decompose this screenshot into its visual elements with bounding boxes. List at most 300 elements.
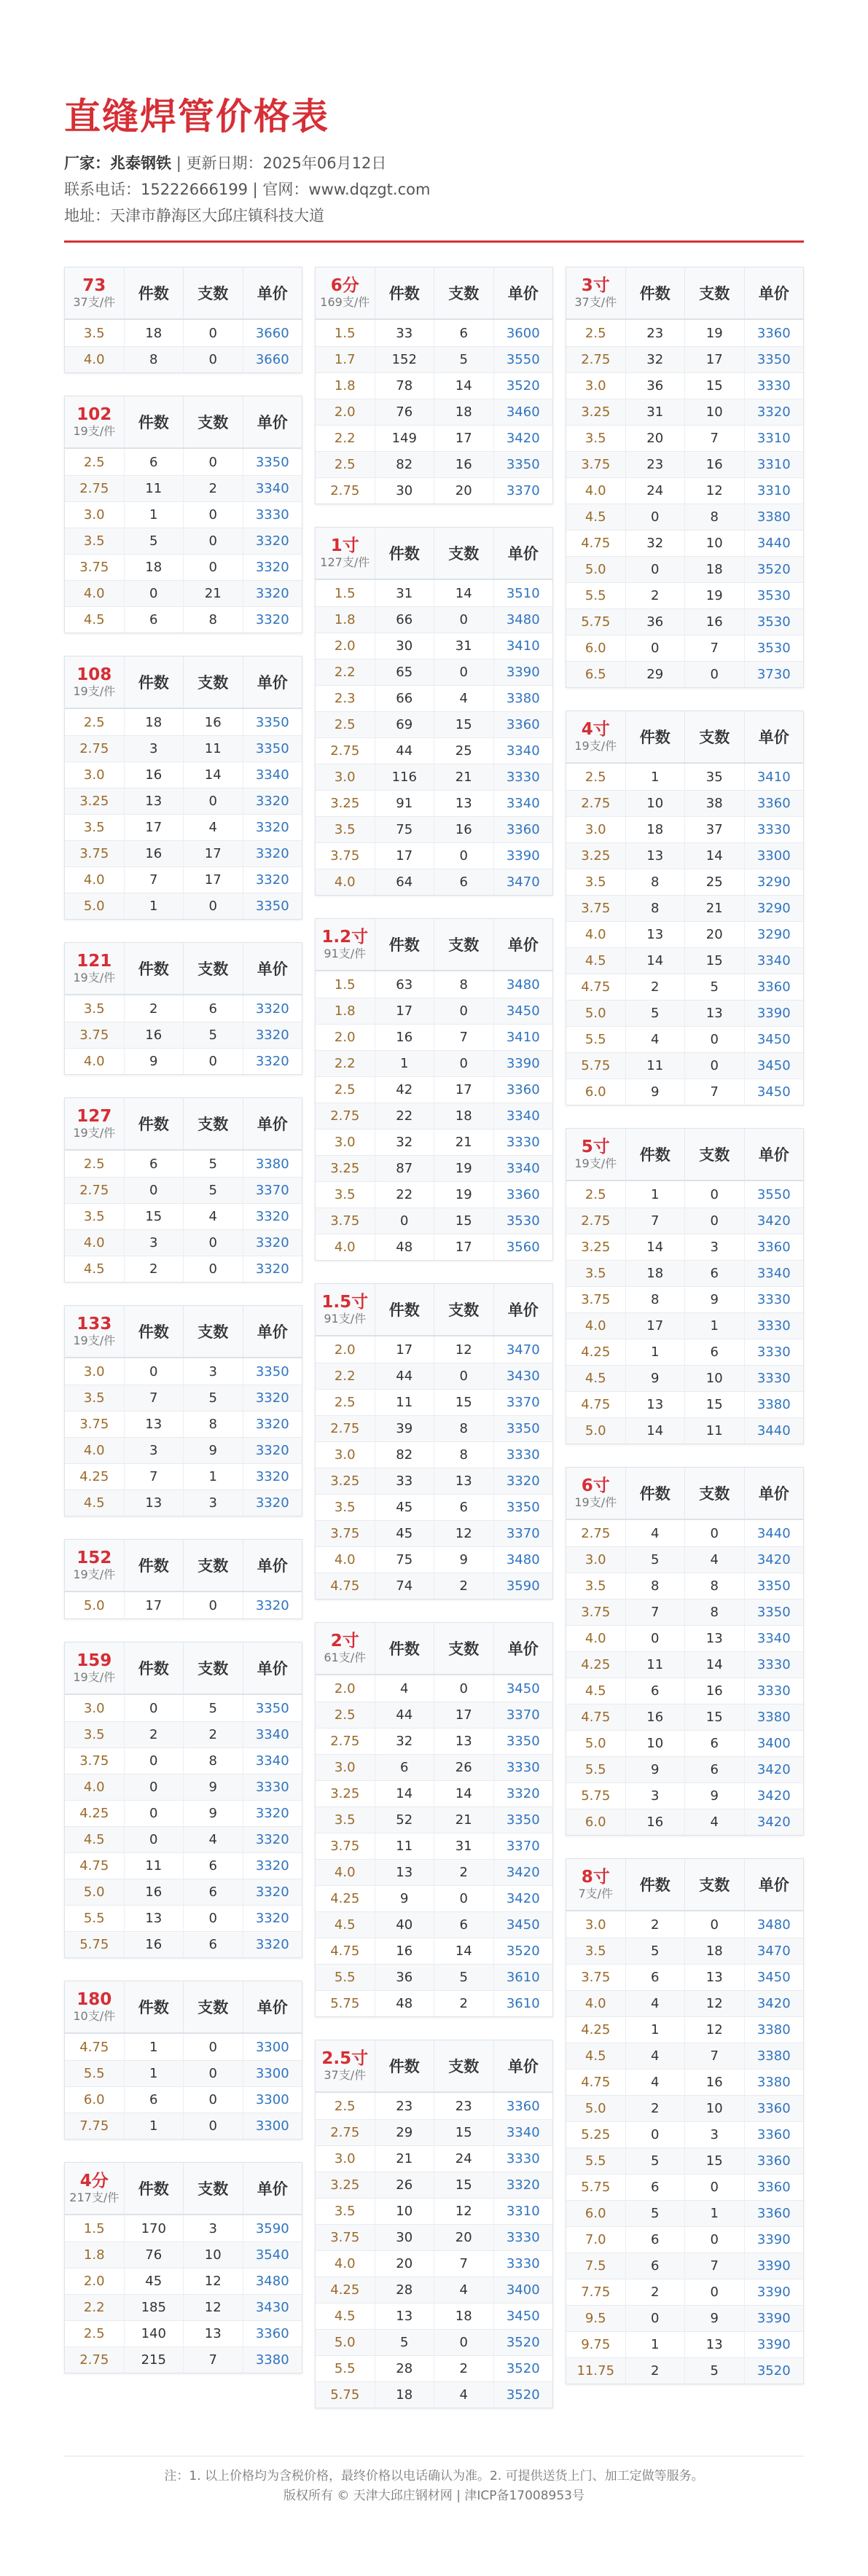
thickness-cell: 4.0 xyxy=(83,1443,105,1458)
thickness-cell: 2.75 xyxy=(330,1108,360,1124)
table-row xyxy=(65,1879,302,1905)
table-row xyxy=(566,1391,803,1417)
pieces-cell: 66 xyxy=(375,686,434,711)
bundles-cell: 16 xyxy=(684,452,744,477)
table-row xyxy=(316,659,552,685)
bundles-cell: 0 xyxy=(684,2227,744,2252)
pieces-cell: 48 xyxy=(375,1234,434,1260)
table-body xyxy=(566,1520,803,1835)
thickness-cell: 5.5 xyxy=(584,1032,606,1047)
table-row xyxy=(316,1911,552,1938)
thickness-cell: 9.5 xyxy=(584,2311,606,2326)
bundles-cell: 14 xyxy=(183,762,243,788)
bundles-cell: 10 xyxy=(183,2242,243,2268)
spec-header-cell xyxy=(65,2163,124,2214)
thickness-cell: 5.0 xyxy=(334,2335,356,2350)
table-row xyxy=(566,1052,803,1078)
pieces-cell: 22 xyxy=(375,1182,434,1207)
thickness-cell: 5.5 xyxy=(584,588,606,603)
pieces-cell: 65 xyxy=(375,659,434,685)
table-row xyxy=(65,1905,302,1931)
pieces-cell: 5 xyxy=(625,2201,685,2226)
pieces-cell: 16 xyxy=(625,1704,685,1730)
table-row xyxy=(566,1651,803,1677)
bundles-cell: 1 xyxy=(684,1313,744,1339)
pieces-cell: 5 xyxy=(625,1001,685,1026)
pieces-cell: 16 xyxy=(375,1938,434,1964)
pieces-cell: 3 xyxy=(124,1230,184,1256)
spec-table xyxy=(315,918,553,1261)
thickness-cell: 5.75 xyxy=(581,1058,611,1073)
thickness-cell: 3.5 xyxy=(584,1943,606,1959)
bundles-cell: 10 xyxy=(684,2096,744,2121)
price-cell: 3330 xyxy=(744,817,804,842)
thickness-cell: 1.8 xyxy=(83,2247,105,2263)
thickness-cell: 3.75 xyxy=(330,848,360,864)
pieces-cell: 2 xyxy=(625,2358,685,2384)
table-header xyxy=(65,267,302,320)
table-header xyxy=(566,267,803,320)
pieces-cell: 1 xyxy=(625,1339,685,1365)
pieces-cell: 13 xyxy=(625,1392,685,1417)
spec-name: 1寸 xyxy=(330,536,359,555)
price-cell: 3420 xyxy=(744,1547,804,1573)
spec-per-bundle: 91支/件 xyxy=(324,947,367,960)
pieces-cell: 7 xyxy=(124,867,184,893)
pieces-cell: 6 xyxy=(625,1965,685,1990)
pieces-cell: 33 xyxy=(375,320,434,346)
spec-table xyxy=(315,267,553,504)
pieces-cell: 18 xyxy=(124,320,184,346)
thickness-cell: 2.75 xyxy=(581,1213,611,1229)
pieces-cell: 0 xyxy=(124,1801,184,1826)
pieces-cell: 17 xyxy=(375,1336,434,1363)
pieces-cell: 15 xyxy=(124,1204,184,1229)
table-row xyxy=(566,582,803,608)
thickness-cell: 4.75 xyxy=(581,1397,611,1412)
table-row xyxy=(316,1155,552,1181)
thickness-cell: 3.75 xyxy=(79,1753,109,1769)
thickness-cell: 4.75 xyxy=(79,2039,109,2055)
table-row xyxy=(566,764,803,790)
thickness-cell: 2.5 xyxy=(83,2326,105,2341)
table-row xyxy=(65,1463,302,1489)
pieces-cell: 20 xyxy=(625,426,685,451)
bundles-cell: 7 xyxy=(434,2251,493,2276)
bundles-cell: 0 xyxy=(183,893,243,919)
price-cell: 3370 xyxy=(243,1178,302,1203)
thickness-cell: 2.5 xyxy=(334,1395,356,1410)
pieces-cell: 4 xyxy=(625,1991,685,2016)
pieces-cell: 6 xyxy=(625,2253,685,2279)
table-body xyxy=(65,1592,302,1618)
table-row xyxy=(316,1885,552,1911)
bundles-cell: 18 xyxy=(684,1938,744,1964)
table-body xyxy=(65,1151,302,1282)
bundles-cell: 4 xyxy=(434,2382,493,2408)
table-header xyxy=(65,657,302,709)
table-row xyxy=(566,1809,803,1835)
table-row xyxy=(566,869,803,895)
table-body xyxy=(316,2093,552,2408)
pieces-cell: 23 xyxy=(625,320,685,346)
header-price: 单价 xyxy=(744,1859,804,1910)
thickness-cell: 5.0 xyxy=(584,562,606,577)
table-row xyxy=(566,320,803,346)
pieces-cell: 40 xyxy=(375,1912,434,1938)
bundles-cell: 4 xyxy=(183,1204,243,1229)
spec-per-bundle: 37支/件 xyxy=(73,295,116,309)
thickness-cell: 2.75 xyxy=(79,1183,109,1198)
price-cell: 3380 xyxy=(744,2070,804,2095)
price-cell: 3320 xyxy=(243,607,302,633)
thickness-cell: 6.5 xyxy=(584,667,606,682)
table-row xyxy=(65,2215,302,2242)
table-row xyxy=(566,1417,803,1444)
header-divider xyxy=(64,240,804,243)
thickness-cell: 2.75 xyxy=(330,1421,360,1436)
spec-table xyxy=(566,1467,804,1836)
bundles-cell: 0 xyxy=(684,2279,744,2305)
pieces-cell: 7 xyxy=(124,1385,184,1411)
pieces-cell: 78 xyxy=(375,373,434,399)
thickness-cell: 11.75 xyxy=(576,2363,615,2379)
table-row xyxy=(566,2174,803,2200)
header-bundles: 支数 xyxy=(684,1129,744,1180)
header-pieces: 件数 xyxy=(124,267,184,318)
header-bundles: 支数 xyxy=(183,1981,243,2032)
price-cell: 3320 xyxy=(243,1801,302,1826)
table-row xyxy=(316,1389,552,1415)
footer-copyright: 版权所有 © 天津大邱庄钢材网 | 津ICP备17008953号 xyxy=(283,2489,584,2503)
price-cell: 3330 xyxy=(744,1366,804,1391)
bundles-cell: 0 xyxy=(684,1027,744,1052)
price-cell: 3380 xyxy=(243,2347,302,2373)
spec-name: 108 xyxy=(77,665,112,684)
price-cell: 3520 xyxy=(493,2382,553,2408)
table-row xyxy=(566,477,803,504)
bundles-cell: 6 xyxy=(434,320,493,346)
price-cell: 3420 xyxy=(744,1991,804,2016)
table-body xyxy=(65,709,302,919)
table-header xyxy=(65,396,302,449)
table-body xyxy=(65,1358,302,1516)
bundles-cell: 0 xyxy=(684,662,744,687)
bundles-cell: 9 xyxy=(183,1774,243,1800)
thickness-cell: 5.0 xyxy=(584,2101,606,2116)
thickness-cell: 2.75 xyxy=(79,481,109,496)
bundles-cell: 17 xyxy=(183,867,243,893)
column-left xyxy=(64,267,302,2396)
thickness-cell: 4.0 xyxy=(83,1780,105,1795)
price-cell: 3470 xyxy=(493,869,553,895)
bundles-cell: 12 xyxy=(684,1991,744,2016)
spec-name: 4寸 xyxy=(581,720,610,739)
table-row xyxy=(65,735,302,762)
table-row xyxy=(316,842,552,869)
thickness-cell: 4.0 xyxy=(334,1552,356,1567)
spec-header-cell xyxy=(65,1643,124,1694)
table-row xyxy=(566,1964,803,1990)
bundles-cell: 21 xyxy=(434,764,493,790)
table-row xyxy=(316,633,552,659)
header-pieces: 件数 xyxy=(375,919,434,970)
thickness-cell: 1.5 xyxy=(334,976,356,993)
thickness-cell: 2.75 xyxy=(79,2352,109,2368)
pieces-cell: 16 xyxy=(124,1932,184,1957)
pieces-cell: 8 xyxy=(625,1287,685,1312)
spec-header-cell xyxy=(65,267,124,318)
thickness-cell: 4.0 xyxy=(584,1318,606,1334)
bundles-cell: 16 xyxy=(684,1678,744,1704)
header-price: 单价 xyxy=(493,1284,553,1335)
bundles-cell: 5 xyxy=(183,1695,243,1721)
price-cell: 3360 xyxy=(744,2122,804,2148)
pieces-cell: 21 xyxy=(375,2146,434,2172)
price-cell: 3420 xyxy=(493,1860,553,1885)
pieces-cell: 13 xyxy=(625,843,685,869)
thickness-cell: 2.5 xyxy=(334,2098,356,2114)
table-row xyxy=(566,635,803,661)
thickness-cell: 2.75 xyxy=(581,352,611,367)
price-cell: 3470 xyxy=(744,1938,804,1964)
pieces-cell: 2 xyxy=(625,974,685,1000)
price-cell: 3350 xyxy=(493,1729,553,1754)
table-header xyxy=(566,1129,803,1181)
pieces-cell: 16 xyxy=(625,1809,685,1835)
table-row xyxy=(65,1774,302,1800)
spec-name: 2寸 xyxy=(330,1632,359,1651)
header-price: 单价 xyxy=(493,919,553,970)
table-row xyxy=(65,1852,302,1879)
thickness-cell: 4.0 xyxy=(334,1240,356,1255)
thickness-cell: 7.5 xyxy=(584,2258,606,2274)
pieces-cell: 9 xyxy=(625,1757,685,1782)
table-row xyxy=(65,1437,302,1463)
price-cell: 3610 xyxy=(493,1965,553,1990)
thickness-cell: 3.75 xyxy=(79,1417,109,1432)
table-body xyxy=(316,1336,552,1599)
bundles-cell: 23 xyxy=(434,2093,493,2119)
price-cell: 3480 xyxy=(744,1911,804,1938)
pieces-cell: 11 xyxy=(375,1833,434,1859)
pieces-cell: 11 xyxy=(124,476,184,501)
bundles-cell: 13 xyxy=(434,1468,493,1494)
thickness-cell: 3.75 xyxy=(581,457,611,472)
price-cell: 3380 xyxy=(744,1392,804,1417)
table-row xyxy=(566,2095,803,2121)
bundles-cell: 2 xyxy=(183,476,243,501)
table-row xyxy=(316,1129,552,1155)
spec-header-cell xyxy=(316,2040,375,2091)
vendor-label: 厂家： xyxy=(64,154,110,172)
thickness-cell: 2.5 xyxy=(584,325,606,341)
price-cell: 3520 xyxy=(744,557,804,582)
bundles-cell: 0 xyxy=(183,1906,243,1931)
price-cell: 3320 xyxy=(243,1049,302,1074)
bundles-cell: 21 xyxy=(684,896,744,921)
price-cell: 3360 xyxy=(744,320,804,346)
thickness-cell: 4.75 xyxy=(330,1943,360,1959)
thickness-cell: 4.5 xyxy=(584,1683,606,1699)
table-row xyxy=(566,974,803,1000)
price-cell: 3340 xyxy=(493,738,553,764)
thickness-cell: 2.75 xyxy=(330,483,360,498)
bundles-cell: 19 xyxy=(684,320,744,346)
bundles-cell: 12 xyxy=(434,1521,493,1546)
table-row xyxy=(316,1728,552,1754)
table-row xyxy=(316,346,552,372)
pieces-cell: 13 xyxy=(124,788,184,814)
header-pieces: 件数 xyxy=(375,528,434,579)
thickness-cell: 4.75 xyxy=(330,1578,360,1594)
table-row xyxy=(65,2086,302,2113)
bundles-cell: 16 xyxy=(434,452,493,477)
table-row xyxy=(65,1721,302,1747)
thickness-cell: 3.25 xyxy=(330,1161,360,1176)
spec-name: 152 xyxy=(77,1549,112,1567)
table-header xyxy=(316,267,552,320)
bundles-cell: 8 xyxy=(183,607,243,633)
pieces-cell: 9 xyxy=(625,1079,685,1105)
bundles-cell: 8 xyxy=(183,1412,243,1437)
bundles-cell: 6 xyxy=(434,1912,493,1938)
thickness-cell: 2.5 xyxy=(334,717,356,732)
pieces-cell: 16 xyxy=(375,1025,434,1050)
bundles-cell: 0 xyxy=(183,1256,243,1282)
table-header xyxy=(65,1981,302,2034)
bundles-cell: 12 xyxy=(684,2017,744,2043)
pieces-cell: 7 xyxy=(625,1208,685,1234)
pieces-cell: 7 xyxy=(124,1464,184,1489)
spec-per-bundle: 19支/件 xyxy=(73,971,116,984)
table-body xyxy=(566,1181,803,1444)
bundles-cell: 0 xyxy=(183,449,243,475)
pieces-cell: 116 xyxy=(375,764,434,790)
pieces-cell: 6 xyxy=(375,1755,434,1780)
table-row xyxy=(316,2355,552,2381)
pieces-cell: 6 xyxy=(625,2227,685,2252)
bundles-cell: 0 xyxy=(183,502,243,528)
bundles-cell: 15 xyxy=(434,2120,493,2145)
table-row xyxy=(65,2242,302,2268)
table-body xyxy=(65,995,302,1074)
pieces-cell: 6 xyxy=(124,2087,184,2113)
pieces-cell: 10 xyxy=(625,1731,685,1756)
price-cell: 3320 xyxy=(243,1256,302,1282)
table-row xyxy=(316,1702,552,1728)
thickness-cell: 3.5 xyxy=(584,431,606,446)
thickness-cell: 3.0 xyxy=(584,378,606,394)
thickness-cell: 1.5 xyxy=(83,2220,105,2236)
price-cell: 3590 xyxy=(493,1573,553,1599)
header-bundles: 支数 xyxy=(183,396,243,447)
bundles-cell: 4 xyxy=(183,815,243,840)
bundles-cell: 8 xyxy=(684,1600,744,1625)
pieces-cell: 69 xyxy=(375,712,434,737)
header-pieces: 件数 xyxy=(375,267,434,318)
table-row xyxy=(65,1048,302,1074)
price-cell: 3320 xyxy=(243,1490,302,1516)
price-cell: 3360 xyxy=(744,2174,804,2200)
header-price: 单价 xyxy=(744,267,804,318)
table-row xyxy=(566,1677,803,1704)
price-cell: 3340 xyxy=(493,1156,553,1181)
table-row xyxy=(566,1365,803,1391)
thickness-cell: 6.0 xyxy=(584,1814,606,1830)
thickness-cell: 7.75 xyxy=(581,2285,611,2300)
table-row xyxy=(316,1076,552,1103)
price-cell: 3340 xyxy=(744,1261,804,1286)
table-row xyxy=(566,1730,803,1756)
price-cell: 3350 xyxy=(744,1573,804,1599)
price-cell: 3480 xyxy=(493,607,553,633)
price-cell: 3320 xyxy=(744,399,804,425)
spec-per-bundle: 19支/件 xyxy=(574,739,617,753)
pieces-cell: 0 xyxy=(375,1208,434,1234)
thickness-cell: 5.0 xyxy=(83,1597,105,1613)
thickness-cell: 4.5 xyxy=(584,1371,606,1386)
update-date: | 更新日期：2025年06月12日 xyxy=(176,154,387,172)
thickness-cell: 5.75 xyxy=(330,1996,360,2011)
spec-per-bundle: 19支/件 xyxy=(574,1156,617,1170)
bundles-cell: 7 xyxy=(684,2043,744,2069)
spec-per-bundle: 19支/件 xyxy=(574,1495,617,1509)
pieces-cell: 4 xyxy=(375,1675,434,1702)
pieces-cell: 13 xyxy=(124,1490,184,1516)
price-cell: 3340 xyxy=(243,1748,302,1774)
header-pieces: 件数 xyxy=(124,396,184,447)
pieces-cell: 0 xyxy=(124,1827,184,1852)
bundles-cell: 3 xyxy=(183,2215,243,2242)
thickness-cell: 2.2 xyxy=(83,2300,105,2315)
header-price: 单价 xyxy=(243,1981,302,2032)
bundles-cell: 9 xyxy=(183,1438,243,1463)
table-row xyxy=(316,320,552,346)
header-pieces: 件数 xyxy=(124,1643,184,1694)
pieces-cell: 42 xyxy=(375,1077,434,1103)
price-cell: 3660 xyxy=(243,320,302,346)
pieces-cell: 66 xyxy=(375,607,434,633)
thickness-cell: 3.0 xyxy=(334,770,356,785)
table-row xyxy=(316,685,552,711)
bundles-cell: 15 xyxy=(684,1704,744,1730)
bundles-cell: 16 xyxy=(684,2070,744,2095)
price-cell: 3350 xyxy=(744,347,804,372)
pieces-cell: 76 xyxy=(124,2242,184,2268)
table-row xyxy=(65,893,302,919)
pieces-cell: 8 xyxy=(124,347,184,372)
pieces-cell: 1 xyxy=(124,893,184,919)
table-row xyxy=(316,1494,552,1520)
thickness-cell: 2.0 xyxy=(83,2274,105,2289)
price-cell: 3600 xyxy=(493,320,553,346)
column-right xyxy=(566,267,804,2407)
thickness-cell: 4.25 xyxy=(79,1806,109,1821)
bundles-cell: 15 xyxy=(434,1390,493,1415)
header-pieces: 件数 xyxy=(124,1306,184,1357)
bundles-cell: 8 xyxy=(684,1573,744,1599)
bundles-cell: 0 xyxy=(434,1051,493,1076)
table-row xyxy=(566,399,803,425)
spec-table xyxy=(64,1305,302,1516)
thickness-cell: 3.25 xyxy=(581,1240,611,1255)
header-pieces: 件数 xyxy=(124,943,184,994)
price-cell: 3660 xyxy=(243,347,302,372)
thickness-cell: 5.5 xyxy=(334,2361,356,2376)
bundles-cell: 26 xyxy=(434,1755,493,1780)
thickness-cell: 3.5 xyxy=(584,874,606,890)
